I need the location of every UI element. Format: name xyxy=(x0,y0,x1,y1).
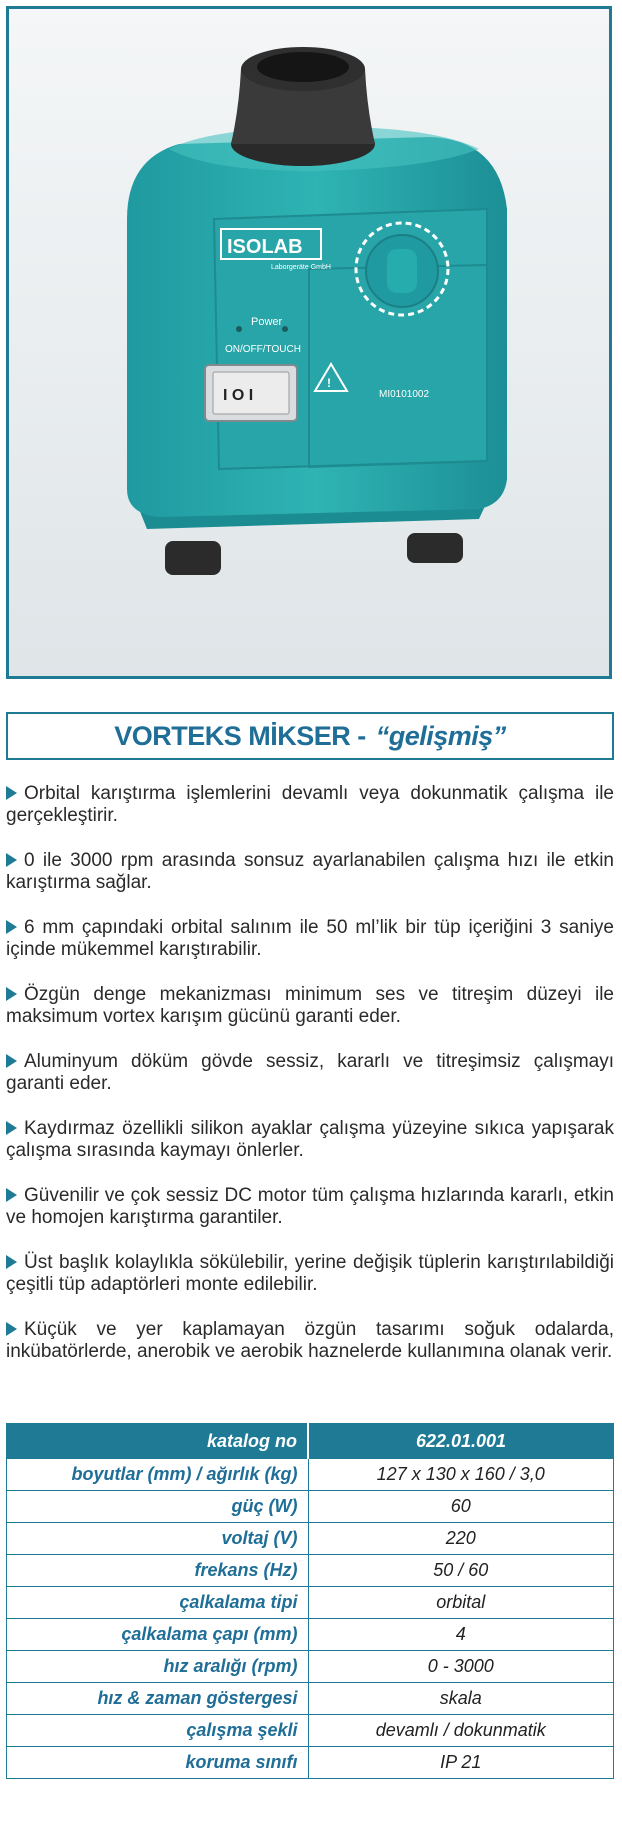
product-title xyxy=(6,712,614,760)
arrow-bullet-icon xyxy=(6,987,17,1001)
spec-header-row xyxy=(7,1424,614,1459)
table-row xyxy=(7,1747,614,1779)
table-row xyxy=(7,1619,614,1651)
feature-item: Aluminyum döküm gövde sessiz, kararlı ve titreşimsiz çalışmayı garanti eder. xyxy=(6,1051,614,1094)
title-main: VORTEKS MİKSER - xyxy=(114,720,366,751)
spec-value: 4 xyxy=(308,1619,614,1651)
spec-value: skala xyxy=(308,1683,614,1715)
table-row xyxy=(7,1459,614,1491)
arrow-bullet-icon xyxy=(6,1054,17,1068)
feature-item: Orbital karıştırma işlemlerini devamlı veya dokunmatik çalışma ile gerçekleştirir. xyxy=(6,783,614,826)
spec-value: devamlı / dokunmatik xyxy=(308,1715,614,1747)
spec-table xyxy=(6,1423,614,1779)
spec-value: 0 - 3000 xyxy=(308,1651,614,1683)
feature-list xyxy=(6,783,614,1386)
spec-key: çalkalama tipi xyxy=(7,1587,309,1619)
table-row xyxy=(7,1651,614,1683)
table-row xyxy=(7,1491,614,1523)
table-row xyxy=(7,1715,614,1747)
arrow-bullet-icon xyxy=(6,1188,17,1202)
spec-key: voltaj (V) xyxy=(7,1523,309,1555)
arrow-bullet-icon xyxy=(6,1121,17,1135)
feature-item: Güvenilir ve çok sessiz DC motor tüm çalışma hızlarında kararlı, etkin ve homojen karıştırma garantiler. xyxy=(6,1185,614,1228)
spec-value: 50 / 60 xyxy=(308,1555,614,1587)
feature-item: Küçük ve yer kaplamayan özgün tasarımı soğuk odalarda, inkübatörlerde, anerobik ve aerobik haznelerde kullanımına olanak verir. xyxy=(6,1319,614,1362)
switch-label: ON/OFF/TOUCH xyxy=(225,344,301,355)
feature-item: 0 ile 3000 rpm arasında sonsuz ayarlanabilen çalışma hızı ile etkin karıştırma sağlar. xyxy=(6,850,614,893)
arrow-bullet-icon xyxy=(6,1255,17,1269)
table-row xyxy=(7,1587,614,1619)
arrow-bullet-icon xyxy=(6,1322,17,1336)
svg-text:!: ! xyxy=(327,376,331,390)
logo-text: ISOLAB xyxy=(227,236,303,258)
spec-key: koruma sınıfı xyxy=(7,1747,309,1779)
arrow-bullet-icon xyxy=(6,786,17,800)
arrow-bullet-icon xyxy=(6,920,17,934)
spec-value: IP 21 xyxy=(308,1747,614,1779)
product-photo xyxy=(6,6,612,679)
spec-key: hız aralığı (rpm) xyxy=(7,1651,309,1683)
switch-symbols: I O I xyxy=(223,387,254,404)
arrow-bullet-icon xyxy=(6,853,17,867)
table-row xyxy=(7,1683,614,1715)
spec-value: 60 xyxy=(308,1491,614,1523)
spec-key: güç (W) xyxy=(7,1491,309,1523)
spec-key: çalkalama çapı (mm) xyxy=(7,1619,309,1651)
spec-value: 220 xyxy=(308,1523,614,1555)
feature-item: Özgün denge mekanizması minimum ses ve titreşim düzeyi ile maksimum vortex karışım gücünü garanti eder. xyxy=(6,984,614,1027)
feature-item: 6 mm çapındaki orbital salınım ile 50 ml’lik bir tüp içeriğini 3 saniye içinde mükemmel karıştırabilir. xyxy=(6,917,614,960)
logo-subtext: Laborgeräte GmbH xyxy=(271,264,331,271)
feature-item: Üst başlık kolaylıkla sökülebilir, yerine değişik tüplerin karıştırılabildiği çeşitli tüp adaptörleri monte edilebilir. xyxy=(6,1252,614,1295)
spec-value: orbital xyxy=(308,1587,614,1619)
model-code: MI0101002 xyxy=(379,389,430,400)
spec-key: çalışma şekli xyxy=(7,1715,309,1747)
spec-key: hız & zaman göstergesi xyxy=(7,1683,309,1715)
spec-key: frekans (Hz) xyxy=(7,1555,309,1587)
spec-key: boyutlar (mm) / ağırlık (kg) xyxy=(7,1459,309,1491)
title-sub: “gelişmiş” xyxy=(375,720,506,751)
spec-header-value: 622.01.001 xyxy=(308,1424,614,1459)
table-row xyxy=(7,1523,614,1555)
table-row xyxy=(7,1555,614,1587)
spec-header-key: katalog no xyxy=(7,1424,309,1459)
power-label: Power xyxy=(251,316,283,328)
spec-value: 127 x 130 x 160 / 3,0 xyxy=(308,1459,614,1491)
feature-item: Kaydırmaz özellikli silikon ayaklar çalışma yüzeyine sıkıca yapışarak çalışma sırasında kaymayı önlerler. xyxy=(6,1118,614,1161)
vortex-mixer-illustration xyxy=(9,9,609,676)
